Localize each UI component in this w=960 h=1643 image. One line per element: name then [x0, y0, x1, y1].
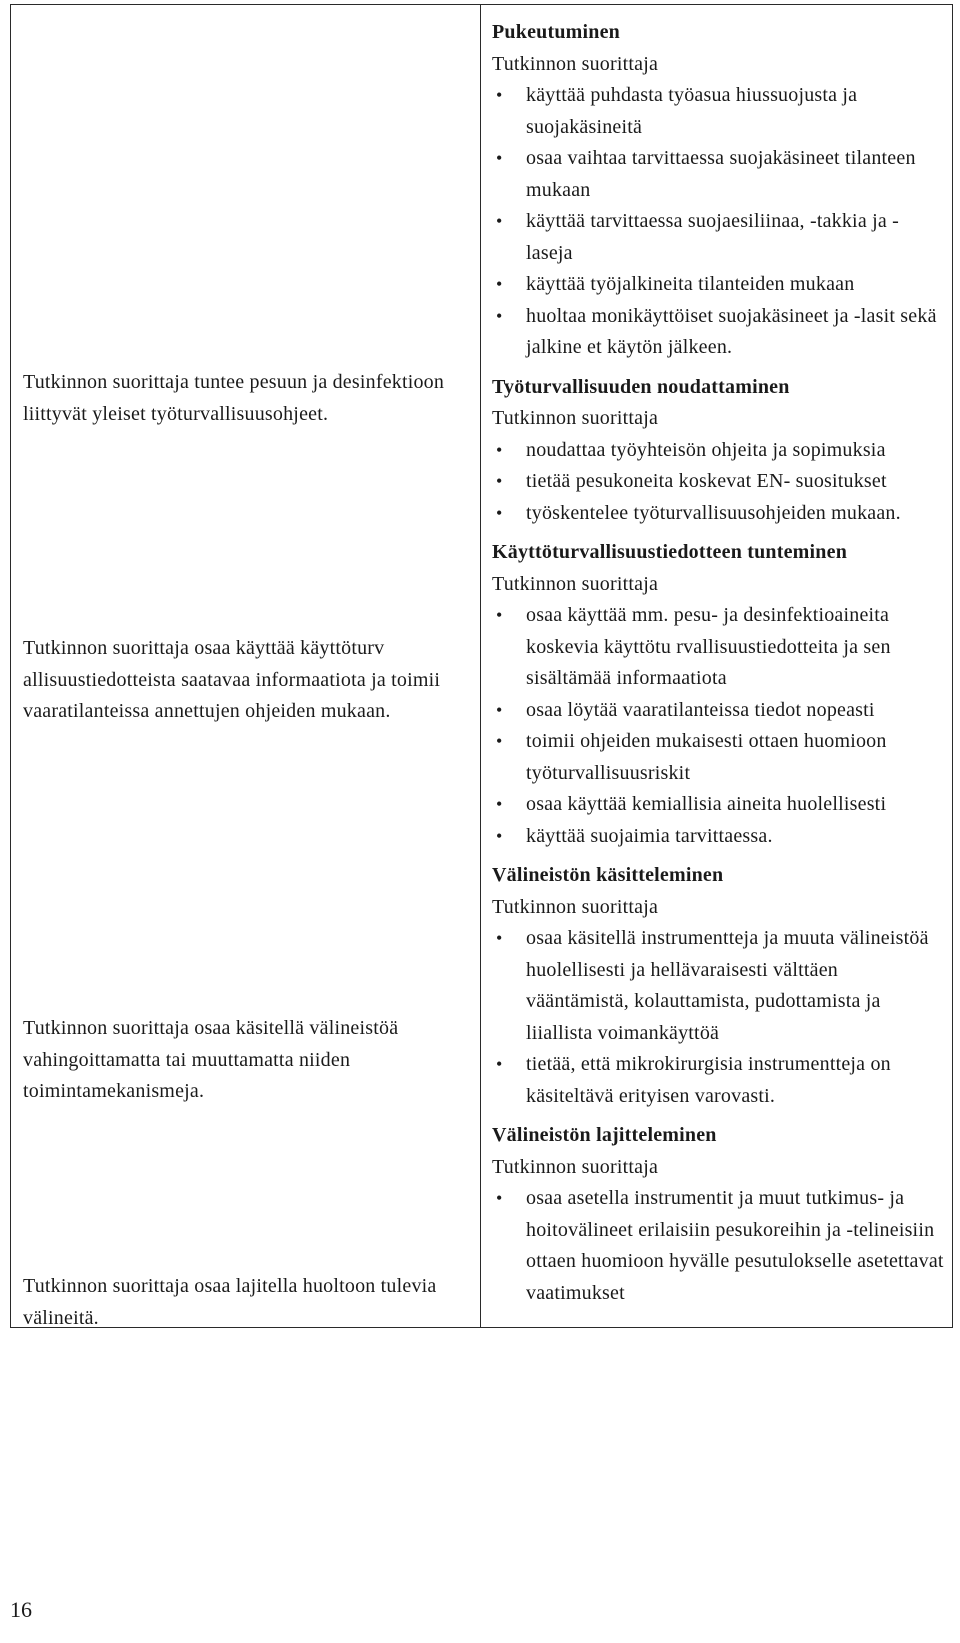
left-paragraph-equipment-sorting: Tutkinnon suorittaja osaa lajitella huoltoon tulevia välineitä.	[23, 1275, 437, 1329]
list-item-text: toimii ohjeiden mukaisesti ottaen huomioon työturvallisuusriskit	[526, 730, 887, 784]
bullet-icon: •	[496, 502, 503, 523]
list-item-text: huoltaa monikäyttöiset suojakäsineet ja -lasit sekä jalkine et käytön jälkeen.	[526, 304, 937, 358]
list-item-text: käyttää puhdasta työasua hiussuojusta ja suojakäsineitä	[526, 84, 858, 138]
bullet-icon: •	[496, 731, 503, 751]
list-item	[492, 435, 944, 467]
competency-table	[10, 4, 953, 1328]
list-item-text: käyttää suojaimia tarvittaessa.	[526, 824, 773, 847]
list-item	[492, 695, 944, 727]
bullet-list	[492, 435, 944, 530]
bullet-icon: •	[496, 1054, 503, 1074]
section-title: Välineistön käsitteleminen	[492, 864, 724, 886]
list-item	[492, 466, 944, 498]
list-item-text: työskentelee työturvallisuusohjeiden mukaan.	[526, 501, 901, 524]
bullet-icon: •	[496, 928, 503, 948]
bullet-list	[492, 600, 944, 852]
section-subtitle: Tutkinnon suorittaja	[492, 572, 659, 595]
list-item-text: tietää, että mikrokirurgisia instrumentteja on käsiteltävä erityisen varovasti.	[526, 1053, 891, 1107]
list-item	[492, 1183, 944, 1309]
left-paragraph-equipment-handling: Tutkinnon suorittaja osaa käsitellä välineistöä vahingoittamatta tai muuttamatta niiden toimintamekanismeja.	[23, 1017, 399, 1102]
list-item-text: osaa asetella instrumentit ja muut tutkimus- ja hoitovälineet erilaisiin pesukoreihin ja -telineisiin ottaen huomioon hyvälle pesutulokselle asetettavat vaatimukset	[526, 1187, 944, 1304]
bullet-icon: •	[496, 605, 503, 625]
bullet-icon: •	[496, 1188, 503, 1208]
list-item-text: osaa käsitellä instrumentteja ja muuta välineistöä huolellisesti ja hellävaraisesti välttäen vääntämistä, kolauttamista, pudottamista ja liiallista voimankäyttöä	[526, 927, 929, 1044]
bullet-icon: •	[496, 305, 503, 326]
list-item	[492, 143, 944, 206]
section-safety-data-sheet	[492, 537, 944, 852]
list-item-text: noudattaa työyhteisön ohjeita ja sopimuksia	[526, 438, 886, 461]
section-subtitle: Tutkinnon suorittaja	[492, 895, 659, 918]
section-title: Työturvallisuuden noudattaminen	[492, 375, 790, 398]
section-work-safety	[492, 372, 944, 530]
bullet-list	[492, 1183, 944, 1309]
bullet-list	[492, 80, 944, 364]
list-item-text: osaa vaihtaa tarvittaessa suojakäsineet tilanteen mukaan	[526, 147, 916, 201]
bullet-icon: •	[496, 148, 503, 168]
list-item-text: osaa löytää vaaratilanteissa tiedot nopeasti	[526, 698, 875, 721]
bullet-icon: •	[496, 85, 503, 105]
list-item	[492, 206, 944, 269]
left-column-cell	[11, 5, 481, 1328]
page-number: 16	[10, 1597, 32, 1622]
bullet-icon: •	[496, 439, 503, 460]
list-item-text: osaa käyttää mm. pesu- ja desinfektioaineita koskevia käyttötu rvallisuustiedotteita ja sen sisältämää informaatiota	[526, 604, 891, 689]
bullet-icon: •	[496, 699, 503, 720]
list-item-text: käyttää tarvittaessa suojaesiliinaa, -takkia ja -laseja	[526, 210, 899, 264]
list-item	[492, 821, 944, 853]
section-title: Välineistön lajitteleminen	[492, 1124, 717, 1146]
list-item	[492, 301, 944, 364]
left-paragraph-safety-data-sheets: Tutkinnon suorittaja osaa käyttää käyttöturv allisuustiedotteista saatavaa informaatiota ja toimii vaaratilanteissa annettujen ohjeiden mukaan.	[23, 637, 441, 722]
bullet-icon: •	[496, 274, 503, 294]
right-column-cell	[481, 5, 953, 1328]
section-subtitle: Tutkinnon suorittaja	[492, 1155, 659, 1178]
table-row	[11, 5, 953, 1328]
list-item	[492, 600, 944, 695]
list-item	[492, 923, 944, 1049]
section-clothing	[492, 17, 944, 364]
section-subtitle: Tutkinnon suorittaja	[492, 407, 659, 429]
bullet-icon: •	[496, 211, 503, 231]
list-item	[492, 726, 944, 789]
list-item-text: osaa käyttää kemiallisia aineita huolellisesti	[526, 793, 887, 815]
list-item	[492, 269, 944, 301]
bullet-list	[492, 923, 944, 1112]
list-item-text: tietää pesukoneita koskevat EN- suositukset	[526, 470, 887, 492]
section-subtitle: Tutkinnon suorittaja	[492, 52, 659, 75]
section-equipment-handling	[492, 860, 944, 1112]
list-item	[492, 789, 944, 821]
left-paragraph-safety-instructions: Tutkinnon suorittaja tuntee pesuun ja desinfektioon liittyvät yleiset työturvallisuusohjeet.	[23, 371, 445, 425]
list-item-text: käyttää työjalkineita tilanteiden mukaan	[526, 273, 855, 295]
bullet-icon: •	[496, 825, 503, 846]
section-equipment-sorting	[492, 1120, 944, 1309]
list-item	[492, 80, 944, 143]
section-title: Pukeutuminen	[492, 21, 620, 43]
bullet-icon: •	[496, 794, 503, 814]
list-item	[492, 498, 944, 530]
bullet-icon: •	[496, 471, 503, 491]
list-item	[492, 1049, 944, 1112]
section-title: Käyttöturvallisuustiedotteen tunteminen	[492, 541, 848, 563]
